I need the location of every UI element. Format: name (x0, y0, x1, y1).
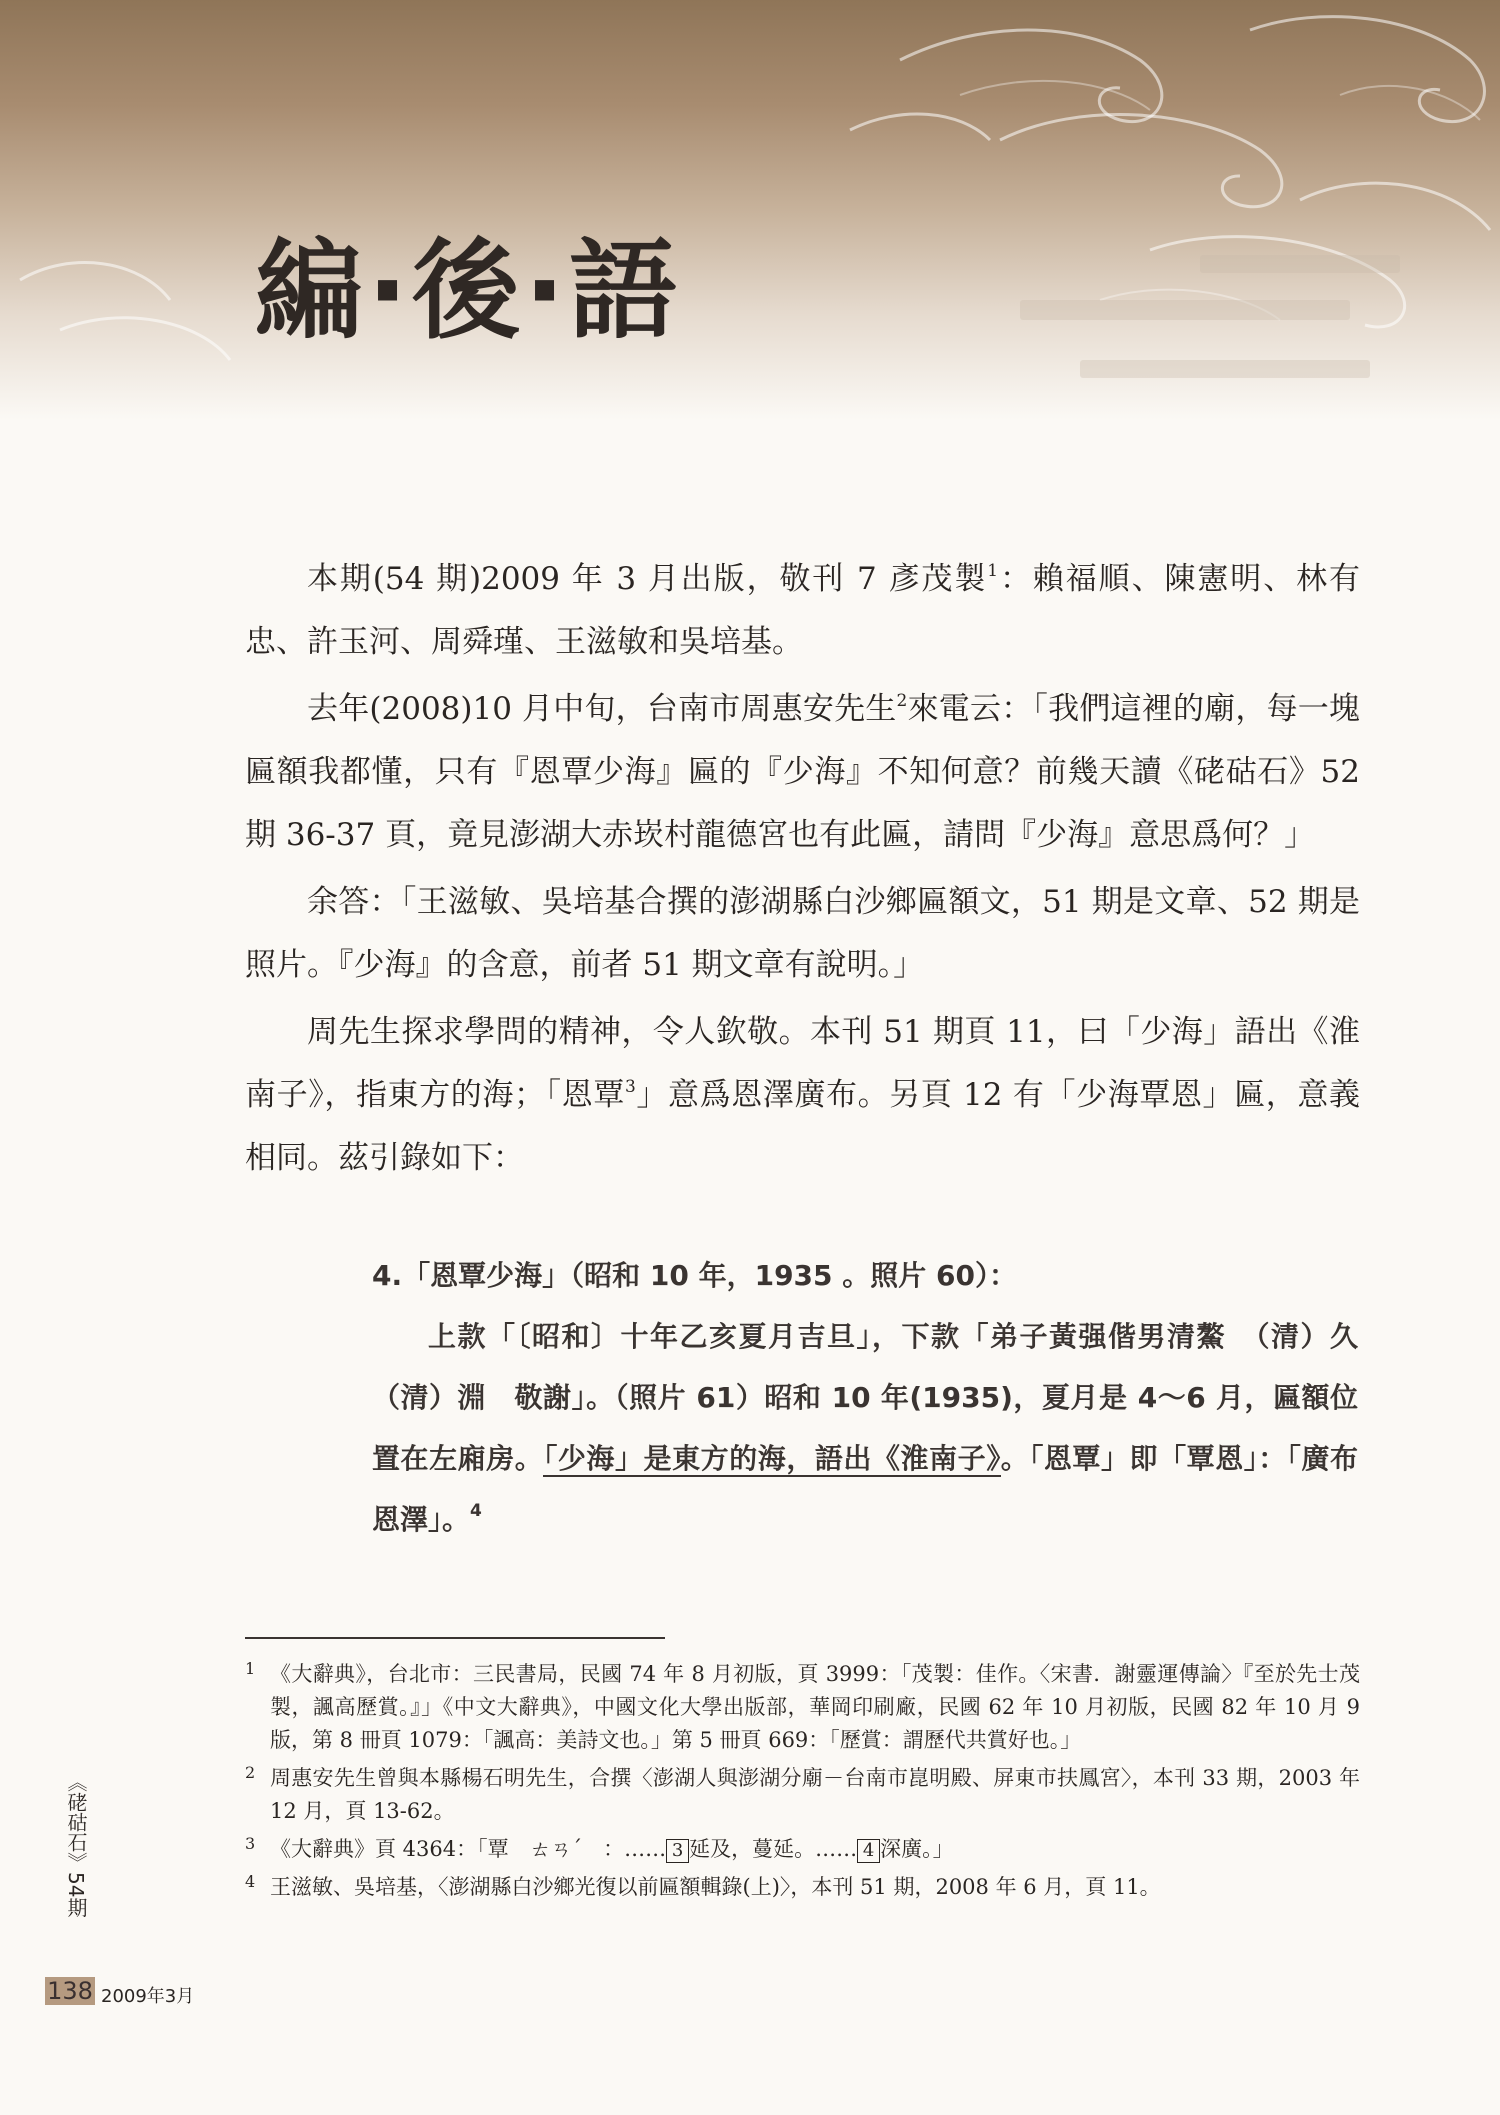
footnote-ref: 3 (624, 1077, 636, 1097)
footnote: 3 《大辭典》頁 4364：「覃 ㄊㄢˊ ：…… 3 延及，蔓延。…… 4 深廣。」 (245, 1834, 954, 1861)
footnote-ref: 2 (896, 691, 908, 711)
paragraph: 周先生探求學問的精神，令人欽敬。本刊 51 期頁 11，曰「少海」語出《淮南子》，指東方的海；「恩覃$^3$」意爲恩澤廣布。另頁 12 有「少海覃恩」匾，意義相同。茲引錄如下： (245, 1014, 1360, 1176)
footnote: 4 王滋敏、吳培基，〈澎湖縣白沙鄉光復以前匾額輯錄(上)〉，本刊 51 期，2008 年 6 月，頁 11。 (245, 1872, 1161, 1899)
footnote: 1 《大辭典》，台北市：三民書局，民國 74 年 8 月初版，頁 3999：「茂製：佳作。〈宋書．謝靈運傳論〉『至於先士茂製，諷高歷賞。』」《中文大辭典》，中國文化大學出版部，華岡印刷廠，民國 62 年 10 月初版，民國 82 年 10 月 9 版，第 8 冊頁 1079：「諷高：美詩文也。」第 5 冊頁 669：「歷賞：謂歷代共賞好也。」 (245, 1659, 1360, 1752)
paragraph: 本期(54 期)2009 年 3 月出版，敬刊 7 彥茂製$^1$：賴福順、陳憲明、林有忠、許玉河、周舜瑾、王滋敏和吳培基。 (245, 561, 1361, 660)
faint-header-strip (1020, 300, 1350, 320)
block-quote (372, 1245, 1387, 1550)
footnote-divider (245, 1637, 665, 1639)
paragraph: 余答：「王滋敏、吳培基合撰的澎湖縣白沙鄉匾額文，51 期是文章、52 期是照片。『少海』的含意，前者 51 期文章有說明。」 (245, 884, 1360, 983)
boxed-number: 4 (857, 1839, 880, 1863)
underlined-text: 「少海」是東方的海，語出《淮南子》 (543, 1442, 1001, 1475)
page-title: 編·後·語 (255, 229, 682, 354)
quote-heading: 4.「恩覃少海」（昭和 10 年，1935 。照片 60）： (372, 1259, 1017, 1292)
quote-body: 上款「〔昭和〕十年乙亥夏月吉旦」，下款「弟子黃强偕男清鰲 （清）久 （清）淵 敬謝」。（照片 61）昭和 10 年(1935)，夏月是 4～6 月，匾額位置在左廂房。「少海」是東方的海，語出《淮南子》。「恩覃」即「覃恩」：「廣布恩澤」。$^4$ (372, 1320, 1387, 1536)
issue-date: 2009年3月 (101, 1986, 195, 2007)
footnote-ref: 1 (987, 561, 999, 581)
faint-header-strip (1200, 255, 1400, 273)
footnote: 2 周惠安先生曾與本縣楊石明先生，合撰〈澎湖人與澎湖分廟－台南市崑明殿、屏東市扶鳳宮〉，本刊 33 期，2003 年 12 月，頁 13-62。 (245, 1763, 1360, 1823)
boxed-number: 3 (666, 1839, 689, 1863)
footnotes (245, 1658, 1360, 1909)
body-text (245, 548, 1360, 1194)
journal-side-label: 《硓𥑮石》54期 (64, 1772, 88, 1918)
paragraph: 去年(2008)10 月中旬，台南市周惠安先生$^2$來電云：「我們這裡的廟，每一塊匾額我都懂，只有『恩覃少海』匾的『少海』不知何意？前幾天讀《硓𥑮石》52 期 36-37 頁，竟見澎湖大赤崁村龍德宮也有此匾，請問『少海』意思爲何？」 (245, 691, 1360, 853)
page-number: 138 (47, 1977, 93, 2005)
faint-header-strip (1080, 360, 1370, 378)
header-banner (0, 0, 1500, 420)
footnote-ref: 4 (470, 1501, 482, 1521)
cloud-pattern-icon (0, 0, 1500, 420)
